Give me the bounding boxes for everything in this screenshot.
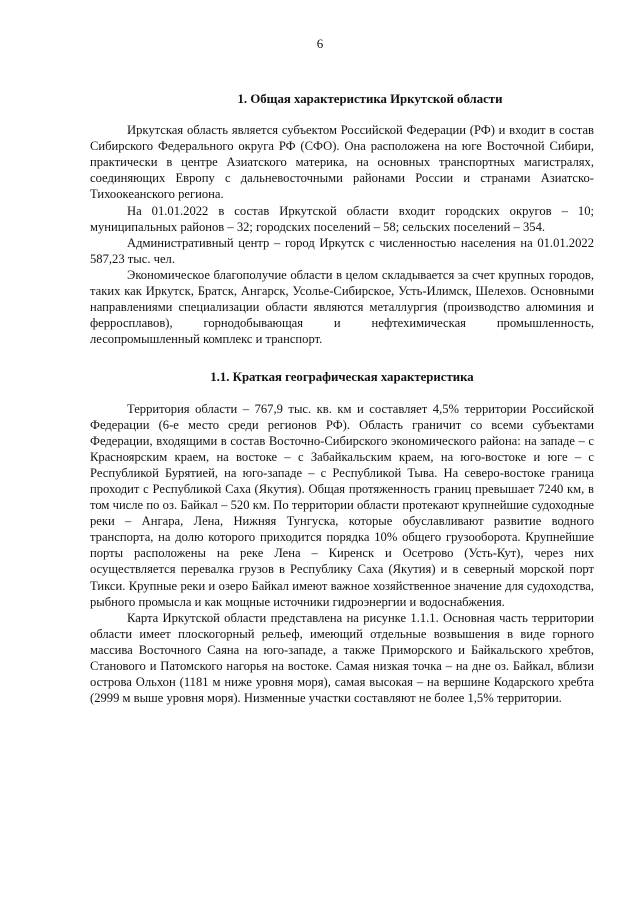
page-content [90, 91, 594, 706]
paragraph-economy: Экономическое благополучие области в целом складывается за счет крупных городов, таких как Иркутск, Братск, Ангарск, Усолье-Сибирское, Усть-Илимск, Шелехов. Основными направлениями специализации области являются металлургия (производство алюминия и ферросплавов), горнодобывающая и нефтехимическая промышленность, лесопромышленный комплекс и транспорт. [90, 267, 594, 347]
paragraph-territory: Территория области – 767,9 тыс. кв. км и составляет 4,5% территории Российской Федерации (6-е место среди регионов РФ). Область граничит со всеми субъектами Федерации, входящими в состав Восточно-Сибирского экономического района: на западе – с Красноярским краем, на востоке – с Забайкальским краем, на юго-востоке и юге – с Республикой Бурятией, на юго-западе – с Республикой Тыва. На северо-востоке граница проходит с Республикой Саха (Якутия). Общая протяженность границ превышает 7240 км, в том числе по оз. Байкал – 520 км. По территории области протекают крупнейшие судоходные реки – Ангара, Лена, Нижняя Тунгуска, которые обуславливают развитие водного транспорта, на долю которого приходится порядка 10% общего грузооборота. Крупнейшие порты расположены на реке Лена – Киренск и Осетрово (Усть-Кут), через них осуществляется перевалка грузов в Республику Саха (Якутия) и в северный морской порт Тикси. Крупные реки и озеро Байкал имеют важное хозяйственное значение для судоходства, рыбного промысла и как мощные источники гидроэнергии и водоснабжения. [90, 401, 594, 609]
paragraph-status: Иркутская область является субъектом Российской Федерации (РФ) и входит в состав Сибирского Федерального округа РФ (СФО). Она расположена на юге Восточной Сибири, практически в центре Азиатского материка, на основных транспортных магистралях, соединяющих Европу с дальневосточными районами России и странами Азиатско-Тихоокеанского региона. [90, 123, 594, 202]
subsection-heading: 1.1. Краткая географическая характеристика [210, 370, 474, 385]
paragraph-relief: Карта Иркутской области представлена на рисунке 1.1.1. Основная часть территории области имеет плоскогорный рельеф, имеющий отдельные возвышения в виде горного массива Восточного Саяна на юго-западе, а также Приморского и Байкальского хребтов, Станового и Патомского нагорья на востоке. Самая низкая точка – на дне оз. Байкал, вблизи острова Ольхон (1181 м ниже уровня моря), самая высокая – на вершине Кодарского хребта (2999 м выше уровня моря). Низменные участки составляют не более 1,5% территории. [90, 610, 594, 706]
page-number: 6 [316, 36, 324, 51]
section-heading: 1. Общая характеристика Иркутской области [237, 92, 503, 106]
paragraph-municipalities: На 01.01.2022 в состав Иркутской области входит городских округов – 10; муниципальных районов – 32; городских поселений – 58; сельских поселений – 354. [90, 203, 594, 234]
paragraph-admin-center: Административный центр – город Иркутск с численностью населения на 01.01.2022 587,23 тыс. чел. [90, 235, 594, 266]
